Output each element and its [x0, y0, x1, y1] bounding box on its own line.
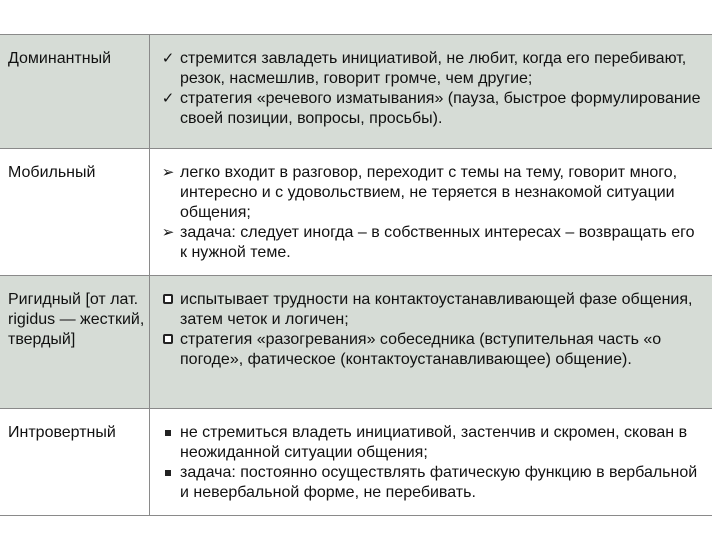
row-label: Доминантный: [0, 35, 150, 148]
arrow-right-icon: ➢: [161, 164, 175, 181]
hollow-square-icon: [156, 290, 180, 330]
list-item: стратегия «разогревания» собеседника (вступительная часть «о погоде», фатическое (контактоустанавливающее) общение).: [156, 330, 702, 370]
arrow-right-icon: ➢: [161, 224, 175, 241]
row-label: Интровертный: [0, 409, 150, 515]
personality-types-table: [0, 34, 712, 516]
checkmark-icon: ✓: [161, 50, 175, 67]
list-item: задача: постоянно осуществлять фатическую функцию в вербальной и невербальной форме, не перебивать.: [156, 463, 702, 503]
table-row-introvert: [0, 409, 712, 516]
list-item: не стремиться владеть инициативой, застенчив и скромен, скован в неожиданной ситуации общения;: [156, 423, 702, 463]
square-bullet-icon: [156, 423, 180, 463]
row-items: [150, 35, 712, 148]
list-item: ✓ стратегия «речевого изматывания» (пауза, быстрое формулирование своей позиции, вопросы, просьбы).: [156, 89, 702, 129]
list-item: ➢ задача: следует иногда – в собственных интересах – возвращать его к нужной теме.: [156, 223, 702, 263]
table-row-dominant: [0, 35, 712, 149]
checkmark-icon: ✓: [161, 90, 175, 107]
row-label: Ригидный [от лат. rigidus — жесткий, твердый]: [0, 276, 150, 408]
list-item: испытывает трудности на контактоустанавливающей фазе общения, затем четок и логичен;: [156, 290, 702, 330]
table-row-mobile: [0, 149, 712, 276]
row-items: [150, 149, 712, 275]
hollow-square-icon: [156, 330, 180, 370]
table-row-rigid: [0, 276, 712, 409]
row-items: [150, 409, 712, 515]
row-label: Мобильный: [0, 149, 150, 275]
row-items: [150, 276, 712, 408]
square-bullet-icon: [156, 463, 180, 503]
list-item: ➢ легко входит в разговор, переходит с темы на тему, говорит много, интересно и с удовольствием, не теряется в незнакомой ситуации общения;: [156, 163, 702, 223]
list-item: ✓ стремится завладеть инициативой, не любит, когда его перебивают, резок, насмешлив, говорит громче, чем другие;: [156, 49, 702, 89]
